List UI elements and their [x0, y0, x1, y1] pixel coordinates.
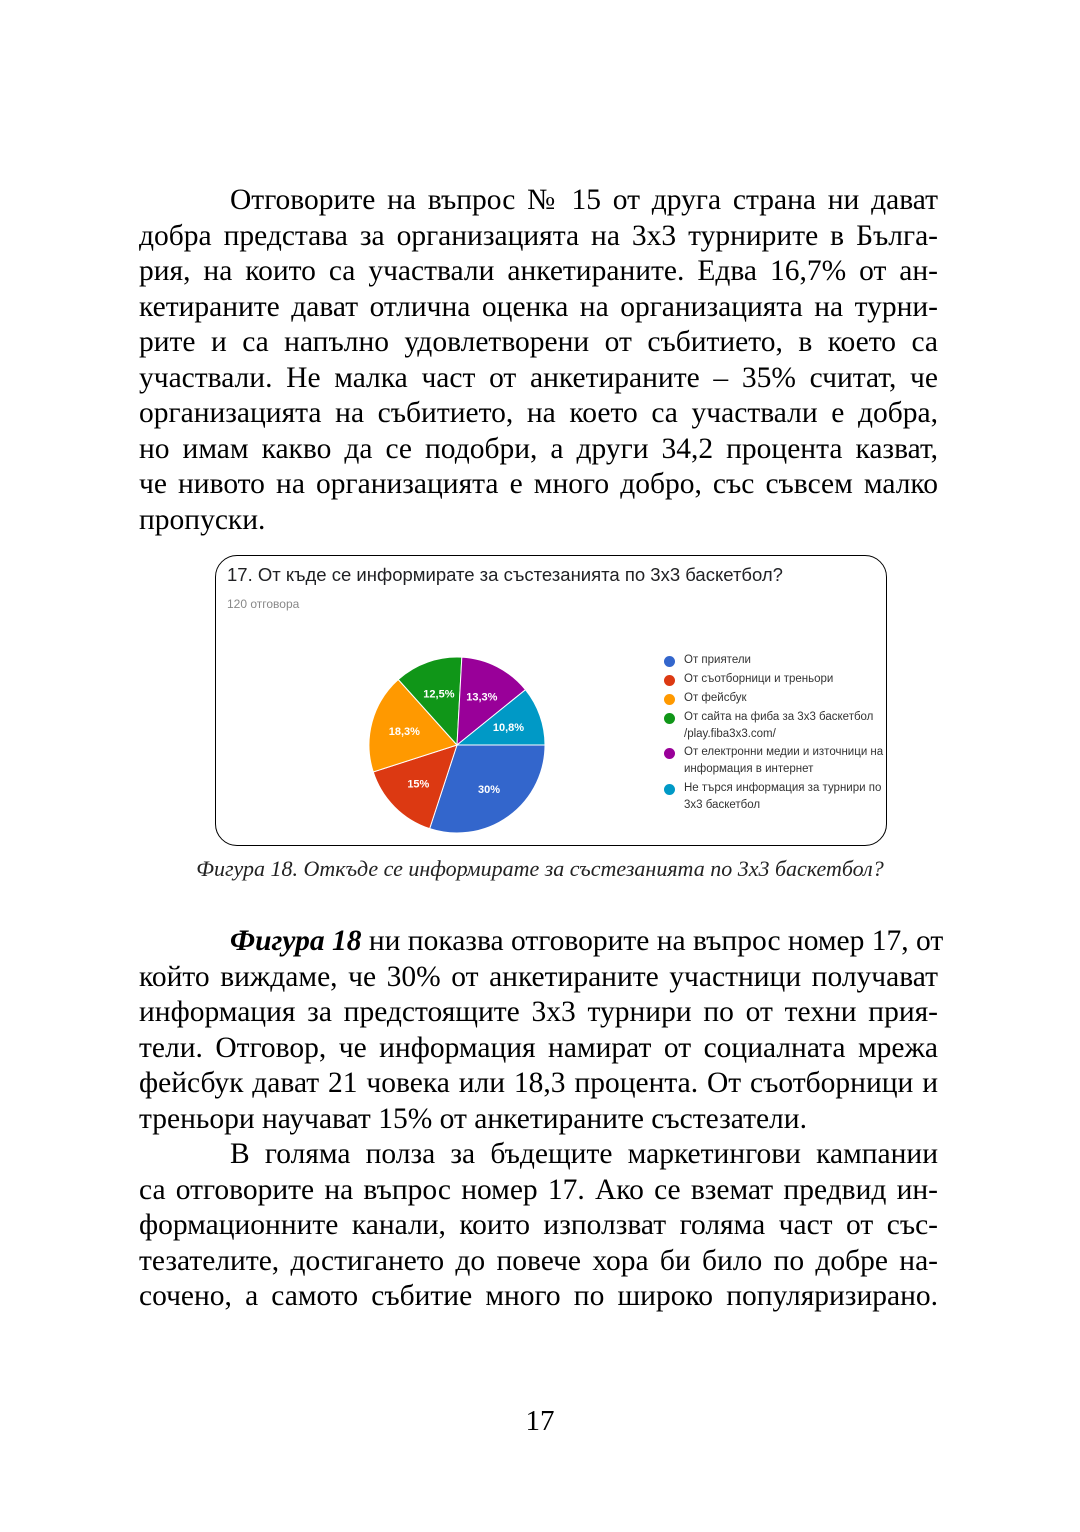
- figure-caption: Фигура 18. Откъде се информирате за състезанията по 3х3 баскетбол?: [196, 856, 884, 881]
- legend-swatch: [664, 694, 675, 705]
- legend-swatch: [664, 656, 675, 667]
- page-number: 17: [525, 1405, 555, 1437]
- chart-subtitle: 120 отговора: [227, 597, 300, 611]
- legend-swatch: [664, 784, 675, 795]
- text-line: фейсбук дават 21 човека или 18,3 процента. От съотборници и: [139, 1067, 938, 1099]
- text-line: тезателите, достигането до повече хора би било по добре на-: [139, 1244, 938, 1277]
- text-line: информация за предстоящите 3х3 турнири по от техни прия-: [139, 996, 938, 1028]
- chart-title: 17. От къде се информирате за състезанията по 3х3 баскетбол?: [227, 564, 783, 585]
- figure-reference: Фигура 18: [230, 925, 362, 957]
- text-line: [139, 924, 944, 960]
- pie-slice-label: 13,3%: [466, 691, 498, 704]
- pie-slice-label: 18,3%: [388, 725, 420, 738]
- pie-slice-label: 15%: [407, 778, 430, 791]
- legend-swatch: [664, 748, 675, 759]
- pie-slice-label: 10,8%: [492, 721, 525, 734]
- text-line: сочено, а самото събитие много по широко популяризирано.: [139, 1280, 938, 1312]
- text-line: треньори научават 15% от анкетираните състезатели.: [139, 1102, 807, 1135]
- text-line: В голяма полза за бъдещите маркетингови кампании: [230, 1138, 938, 1170]
- text-line: Отговорите на въпрос № 15 от друга страна ни дават: [230, 184, 938, 216]
- text-line: организацията на събитието, на което са участвали е добра,: [139, 397, 938, 429]
- text-line: но имам какво да се подобри, а други 34,2 процента казват,: [139, 432, 938, 465]
- text-line: рите и са напълно удовлетворени от събитието, в което са: [139, 326, 938, 358]
- paragraph-1: [139, 183, 938, 538]
- text-line: рия, на които са участвали анкетираните. Едва 16,7% от ан-: [139, 255, 938, 287]
- paragraph-2: [139, 924, 944, 1137]
- legend-label: От приятели: [684, 654, 751, 666]
- text-line: който виждаме, че 30% от анкетираните участници получават: [139, 960, 938, 993]
- text-line: формационните канали, които използват голяма част от със-: [139, 1209, 938, 1241]
- text-line: че нивото на организацията е много добро, със съвсем малко: [139, 468, 938, 500]
- legend-label: Не търся информация за турнири по 3х3 баскетбол: [684, 782, 882, 811]
- legend-swatch: [664, 675, 675, 686]
- text-line: участвали. Не малка част от анкетираните – 35% считат, че: [139, 361, 938, 394]
- pie-slice-label: 12,5%: [423, 688, 455, 701]
- pie-slice-label: 30%: [478, 784, 501, 797]
- text-fragment: ни показва отговорите на въпрос номер 17, от: [361, 925, 944, 957]
- text-line: пропуски.: [139, 503, 266, 536]
- text-line: тели. Отговор, че информация намират от социалната мрежа: [139, 1031, 938, 1064]
- pie-chart-figure: [215, 555, 887, 846]
- legend-label: От електронни медии и източници на информация в интернет: [684, 746, 884, 775]
- legend-label: От сайта на фиба за 3х3 баскетбол /play.fiba3x3.com/: [684, 711, 874, 740]
- text-line: са отговорите на въпрос номер 17. Ако се вземат предвид ин-: [139, 1173, 938, 1206]
- legend-label: От съотборници и треньори: [684, 673, 834, 685]
- text-line: кетираните дават отлична оценка на организацията на турни-: [139, 290, 938, 323]
- paragraph-3: [139, 1137, 938, 1315]
- legend-swatch: [664, 713, 675, 724]
- text-line: добра представа за организацията на 3х3 турнирите в Бълга-: [139, 219, 938, 252]
- legend-label: От фейсбук: [684, 692, 747, 704]
